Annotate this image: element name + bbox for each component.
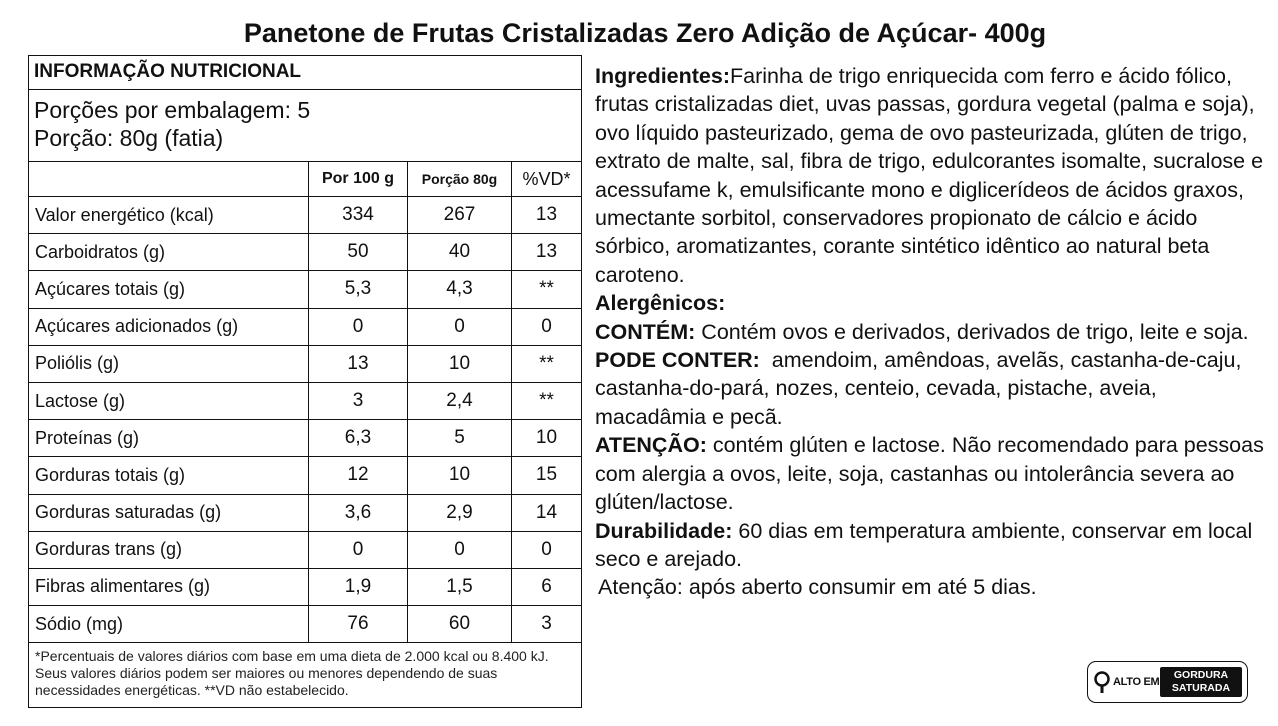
nutrient-name: Valor energético (kcal) xyxy=(29,197,309,233)
nutrient-vd: 14 xyxy=(535,501,558,523)
nutrient-portion: 0 xyxy=(408,532,512,568)
nutrient-per100: 6,3 xyxy=(309,420,408,456)
nutrient-row xyxy=(29,420,581,457)
warning-line-2: SATURADA xyxy=(1171,682,1231,694)
nutrient-name: Gorduras trans (g) xyxy=(29,532,309,568)
magnifier-icon xyxy=(1088,662,1160,702)
nutrient-vd: ** xyxy=(539,352,554,374)
nutrient-rows xyxy=(29,197,581,643)
nutrient-name: Açúcares totais (g) xyxy=(29,271,309,307)
nutrient-row xyxy=(29,569,581,606)
nutrient-portion: 5 xyxy=(408,420,512,456)
warning-label: ATENÇÃO: xyxy=(595,433,707,458)
allergens-heading xyxy=(595,289,1265,317)
warning-block xyxy=(595,431,1265,516)
nutrient-per100: 3 xyxy=(309,383,408,419)
serving-info xyxy=(29,90,581,162)
high-in-label: ALTO EM xyxy=(1113,676,1160,688)
nutrition-header: INFORMAÇÃO NUTRICIONAL xyxy=(29,56,581,90)
nutrient-name: Carboidratos (g) xyxy=(29,234,309,270)
nutrient-per100: 0 xyxy=(309,309,408,345)
column-header-vd: %VD* xyxy=(522,168,571,189)
product-title: Panetone de Frutas Cristalizadas Zero Adição de Açúcar- 400g xyxy=(243,18,1047,48)
after-open-note: Atenção: após aberto consumir em até 5 dias. xyxy=(598,575,1037,600)
nutrient-portion: 2,4 xyxy=(408,383,512,419)
nutrient-portion: 2,9 xyxy=(408,495,512,531)
nutrition-facts-table xyxy=(28,55,582,708)
nutrient-name: Gorduras saturadas (g) xyxy=(29,495,309,531)
may-contain-block xyxy=(595,346,1265,431)
nutrient-name: Fibras alimentares (g) xyxy=(29,569,309,605)
nutrient-row xyxy=(29,495,581,532)
nutrient-name: Lactose (g) xyxy=(29,383,309,419)
may-contain-text: amendoim, amêndoas, avelãs, castanha-de-caju, castanha-do-pará, nozes, centeio, cevada, pistache, aveia, macadâmia e pecã. xyxy=(595,348,1248,429)
durability-label: Durabilidade: xyxy=(595,518,733,543)
nutrient-name: Proteínas (g) xyxy=(29,420,309,456)
nutrient-name: Poliólis (g) xyxy=(29,346,309,382)
durability-block xyxy=(595,517,1265,574)
nutrient-vd: 13 xyxy=(535,241,558,263)
nutrient-vd: ** xyxy=(539,390,554,412)
contains-block xyxy=(595,318,1265,346)
nutrient-portion: 0 xyxy=(408,309,512,345)
nutrient-name: Sódio (mg) xyxy=(29,606,309,642)
ingredients-label: Ingredientes: xyxy=(595,64,730,88)
column-header-row xyxy=(29,162,581,197)
allergens-label: Alergênicos: xyxy=(595,291,726,316)
nutrient-vd: 15 xyxy=(535,464,558,486)
high-saturated-fat-badge xyxy=(1087,661,1248,703)
nutrient-per100: 12 xyxy=(309,457,408,493)
nutrient-per100: 13 xyxy=(309,346,408,382)
nutrient-portion: 40 xyxy=(408,234,512,270)
nutrient-row xyxy=(29,457,581,494)
serving-size: Porção: 80g (fatia) xyxy=(34,125,224,151)
may-contain-label: PODE CONTER: xyxy=(595,348,760,373)
nutrient-vd: 0 xyxy=(541,538,552,560)
nutrient-row xyxy=(29,532,581,569)
column-header-per100: Por 100 g xyxy=(309,162,408,196)
servings-per-package: Porções por embalagem: 5 xyxy=(34,97,311,123)
nutrient-vd: 3 xyxy=(541,613,552,635)
product-info-text xyxy=(595,62,1265,602)
nutrient-name: Açúcares adicionados (g) xyxy=(29,309,309,345)
nutrition-footnote: *Percentuais de valores diários com base em uma dieta de 2.000 kcal ou 8.400 kJ. Seus valores diários podem ser maiores ou menores dependendo de suas necessidades energéticas. **VD não estabelecido. xyxy=(35,648,549,699)
nutrient-per100: 50 xyxy=(309,234,408,270)
nutrient-name: Gorduras totais (g) xyxy=(29,457,309,493)
contains-text: Contém ovos e derivados, derivados de trigo, leite e soja. xyxy=(695,319,1249,344)
nutrient-vd: 13 xyxy=(535,204,558,226)
nutrient-row xyxy=(29,234,581,271)
nutrient-warning-box xyxy=(1160,667,1242,697)
nutrient-portion: 60 xyxy=(408,606,512,642)
nutrient-per100: 334 xyxy=(309,197,408,233)
nutrient-portion: 1,5 xyxy=(408,569,512,605)
nutrient-vd: 6 xyxy=(541,575,552,597)
nutrient-row xyxy=(29,271,581,308)
column-header-name xyxy=(29,162,309,196)
warning-line-1: GORDURA xyxy=(1173,669,1229,681)
nutrient-portion: 10 xyxy=(408,457,512,493)
nutrient-portion: 10 xyxy=(408,346,512,382)
nutrient-vd: 10 xyxy=(535,427,558,449)
nutrient-row xyxy=(29,309,581,346)
nutrient-row xyxy=(29,346,581,383)
contains-label: CONTÉM: xyxy=(595,319,696,344)
nutrient-per100: 5,3 xyxy=(309,271,408,307)
nutrient-portion: 267 xyxy=(408,197,512,233)
durability-text: 60 dias em temperatura ambiente, conservar em local seco e arejado. xyxy=(595,518,1253,571)
nutrient-per100: 1,9 xyxy=(309,569,408,605)
nutrient-vd: 0 xyxy=(541,315,552,337)
nutrient-row xyxy=(29,197,581,234)
nutrient-row xyxy=(29,606,581,643)
nutrient-vd: ** xyxy=(539,278,554,300)
warning-text: contém glúten e lactose. Não recomendado para pessoas com alergia a ovos, leite, soja, castanhas ou intolerância severa ao glúten/lactose. xyxy=(595,433,1264,515)
nutrient-row xyxy=(29,383,581,420)
nutrient-per100: 3,6 xyxy=(309,495,408,531)
ingredients-block xyxy=(595,62,1265,289)
nutrient-per100: 76 xyxy=(309,606,408,642)
ingredients-text: Farinha de trigo enriquecida com ferro e ácido fólico, frutas cristalizadas diet, uvas passas, gordura vegetal (palma e soja), ovo líquido pasteurizado, gema de ovo pasteurizada, glúten de trigo, extrato de malte, sal, fibra de trigo, edulcorantes isomalte, sucralose e acessufame k, emulsificante mono e diglicerídeos de ácidos graxos, umectante sorbitol, conservadores propionato de cálcio e ácido sórbico, aromatizantes, corante sintético idêntico ao natural beta caroteno. xyxy=(595,64,1264,287)
column-header-portion: Porção 80g xyxy=(408,162,512,196)
nutrient-per100: 0 xyxy=(309,532,408,568)
nutrient-portion: 4,3 xyxy=(408,271,512,307)
magnifier-glass-icon xyxy=(1093,670,1111,694)
